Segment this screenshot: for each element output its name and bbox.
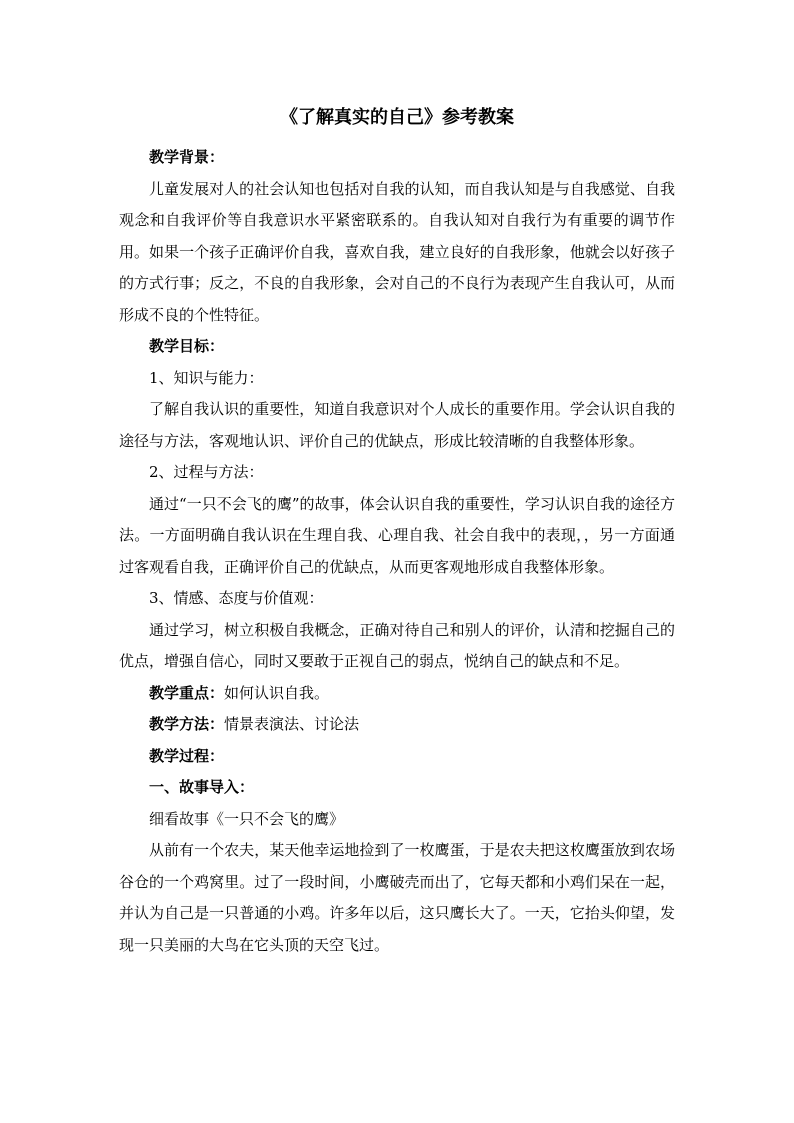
focus-line <box>119 678 675 710</box>
document-body <box>119 142 675 961</box>
method-label: 教学方法： <box>149 715 225 733</box>
goal-2-paragraph: 通过“一只不会飞的鹰”的故事，体会认识自我的重要性，学习认识自我的途径方法。一方面明确自我认识在生理自我、心理自我、社会自我中的表现，，另一方面通过客观看自我，正确评价自己的优缺点，从而更客观地形成自我整体形象。 <box>119 494 675 576</box>
goal-1-paragraph: 了解自我认识的重要性，知道自我意识对个人成长的重要作用。学会认识自我的途径与方法，客观地认识、评价自己的优缺点，形成比较清晰的自我整体形象。 <box>119 400 675 450</box>
goal-3-label: 3、情感、态度与价值观： <box>149 589 324 607</box>
goals-heading: 教学目标： <box>149 337 225 355</box>
goal-1-label: 1、知识与能力： <box>149 368 264 387</box>
background-heading: 教学背景： <box>149 148 225 166</box>
focus-text: 如何认识自我。 <box>224 683 330 702</box>
method-line <box>119 709 675 741</box>
focus-label: 教学重点： <box>149 683 225 702</box>
process-heading: 教学过程： <box>149 746 225 765</box>
story-intro: 细看故事《一只不会飞的鹰》 <box>149 809 345 828</box>
goal-3-paragraph: 通过学习，树立积极自我概念，正确对待自己和别人的评价，认清和挖掘自己的优点，增强自信心，同时又要敢于正视自己的弱点，悦纳自己的缺点和不足。 <box>119 620 675 670</box>
document-title: 《了解真实的自己》参考教案 <box>280 107 514 128</box>
background-paragraph: 儿童发展对人的社会认知也包括对自我的认知，而自我认知是与自我感觉、自我观念和自我评价等自我意识水平紧密联系的。自我认知对自我行为有重要的调节作用。如果一个孩子正确评价自我，喜欢自我，建立良好的自我形象，他就会以好孩子的方式行事；反之，不良的自我形象，会对自己的不良行为表现产生自我认可，从而形成不良的个性特征。 <box>119 179 675 324</box>
section-1-heading: 一、故事导入： <box>149 778 255 796</box>
goal-2-label: 2、过程与方法： <box>149 463 264 481</box>
method-text: 情景表演法、讨论法 <box>224 715 360 733</box>
story-paragraph: 从前有一个农夫，某天他幸运地捡到了一枚鹰蛋，于是农夫把这枚鹰蛋放到农场谷仓的一个鸡窝里。过了一段时间，小鹰破壳而出了，它每天都和小鸡们呆在一起，并认为自己是一只普通的小鸡。许多年以后，这只鹰长大了。一天，它抬头仰望，发现一只美丽的大鸟在它头顶的天空飞过。 <box>119 841 675 954</box>
